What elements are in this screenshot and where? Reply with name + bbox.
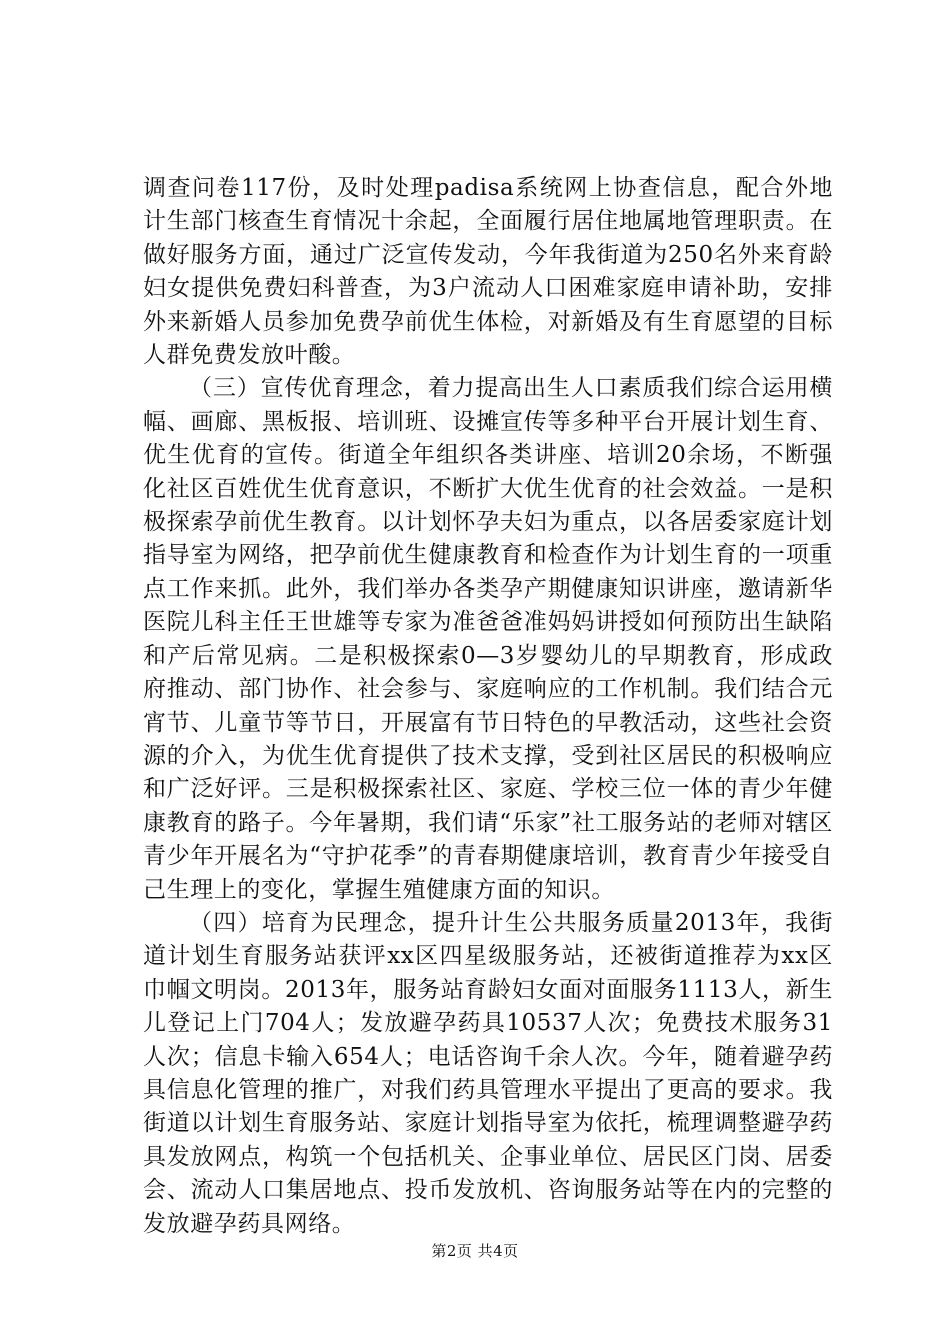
paragraph-section-3: （三）宣传优育理念，着力提高出生人口素质我们综合运用横幅、画廊、黑板报、培训班、设摊宣传等多种平台开展计划生育、优生优育的宣传。街道全年组织各类讲座、培训20余场，不断强化社区百姓优生优育意识，不断扩大优生优育的社会效益。一是积极探索孕前优生教育。以计划怀孕夫妇为重点，以各居委家庭计划指导室为网络，把孕前优生健康教育和检查作为计划生育的一项重点工作来抓。此外，我们举办各类孕产期健康知识讲座，邀请新华医院儿科主任王世雄等专家为准爸爸准妈妈讲授如何预防出生缺陷和产后常见病。二是积极探索0—3岁婴幼儿的早期教育，形成政府推动、部门协作、社会参与、家庭响应的工作机制。我们结合元宵节、儿童节等节日，开展富有节日特色的早教活动，这些社会资源的介入，为优生优育提供了技术支撑，受到社区居民的积极响应和广泛好评。三是积极探索社区、家庭、学校三位一体的青少年健康教育的路子。今年暑期，我们请“乐家”社工服务站的老师对辖区青少年开展名为“守护花季”的青春期健康培训，教育青少年接受自己生理上的变化，掌握生殖健康方面的知识。 [143, 375, 833, 903]
page-number-footer: 第2页 共4页 [431, 1242, 519, 1260]
paragraph-section-4: （四）培育为民理念，提升计生公共服务质量2013年，我街道计划生育服务站获评xx区四星级服务站，还被街道推荐为xx区巾帼文明岗。2013年，服务站育龄妇女面对面服务1113人，新生儿登记上门704人；发放避孕药具10537人次；免费技术服务31人次；信息卡输入654人；电话咨询千余人次。今年，随着避孕药具信息化管理的推广，对我们药具管理水平提出了更高的要求。我街道以计划生育服务站、家庭计划指导室为依托，梳理调整避孕药具发放网点，构筑一个包括机关、企事业单位、居民区门岗、居委会、流动人口集居地点、投币发放机、咨询服务站等在内的完整的发放避孕药具网络。 [143, 909, 833, 1237]
document-body [143, 172, 833, 1241]
paragraph-continuation: 调查问卷117份，及时处理padisa系统网上协查信息，配合外地计生部门核查生育情况十余起，全面履行居住地属地管理职责。在做好服务方面，通过广泛宣传发动，今年我街道为250名外来育龄妇女提供免费妇科普查，为3户流动人口困难家庭申请补助，安排外来新婚人员参加免费孕前优生体检，对新婚及有生育愿望的目标人群免费发放叶酸。 [143, 175, 833, 369]
